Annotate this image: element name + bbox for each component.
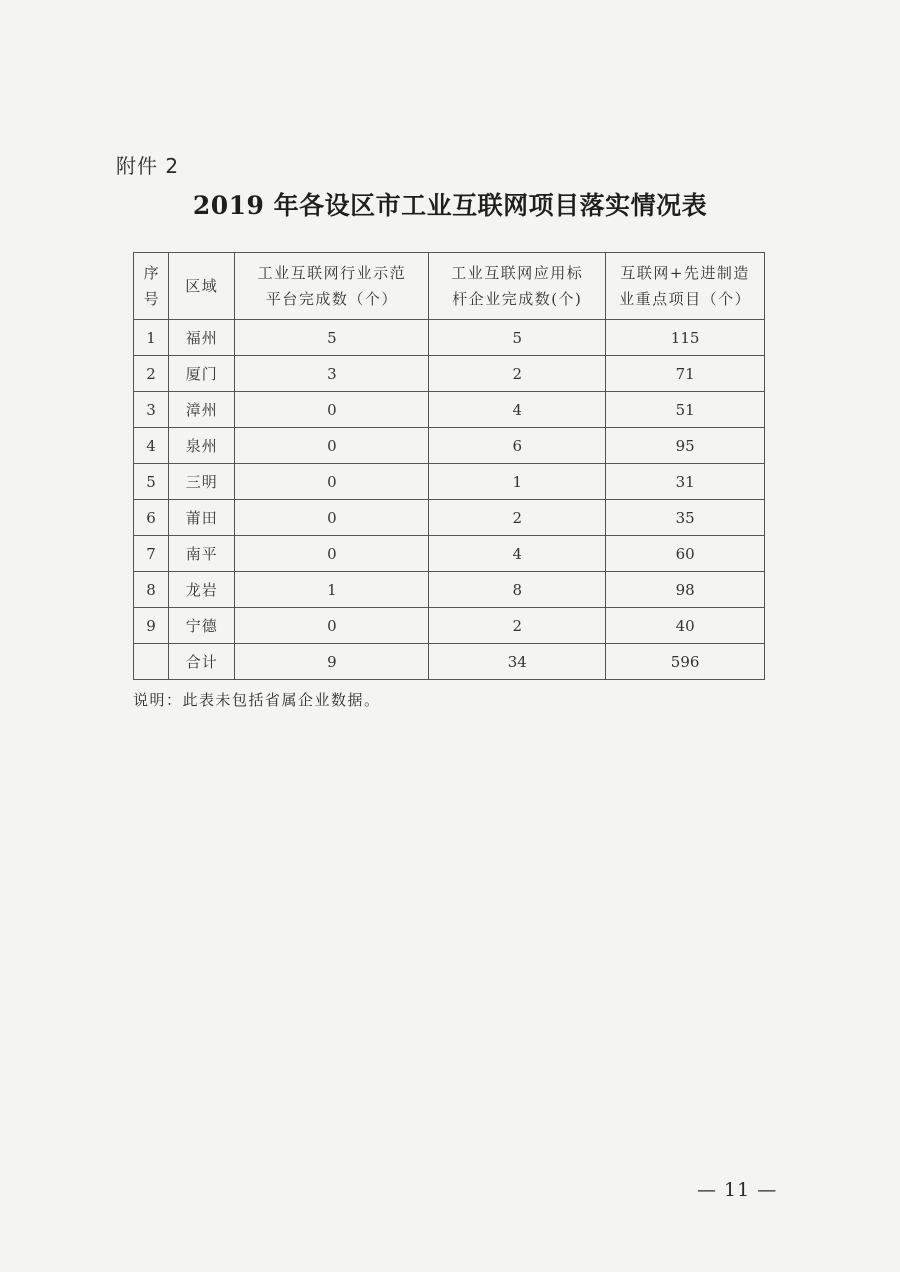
cell-key-projects: 115 (606, 320, 765, 356)
cell-key-projects: 95 (606, 428, 765, 464)
cell-seq (134, 644, 169, 680)
cell-region: 龙岩 (169, 572, 235, 608)
cell-seq: 9 (134, 608, 169, 644)
table-row (134, 464, 765, 500)
cell-platforms: 0 (235, 392, 429, 428)
cell-region: 福州 (169, 320, 235, 356)
statistics-table (133, 252, 765, 680)
cell-region: 南平 (169, 536, 235, 572)
cell-seq: 3 (134, 392, 169, 428)
page-number: — 11 — (697, 1179, 778, 1201)
cell-platforms: 1 (235, 572, 429, 608)
cell-benchmark-enterprises: 2 (429, 500, 606, 536)
cell-platforms: 0 (235, 608, 429, 644)
cell-benchmark-enterprises: 2 (429, 356, 606, 392)
cell-seq: 2 (134, 356, 169, 392)
cell-region: 厦门 (169, 356, 235, 392)
cell-region: 漳州 (169, 392, 235, 428)
header-key-projects: 互联网+先进制造业重点项目（个） (606, 253, 765, 320)
cell-benchmark-enterprises: 34 (429, 644, 606, 680)
attachment-label: 附件 2 (116, 154, 180, 178)
table-row (134, 356, 765, 392)
cell-platforms: 0 (235, 428, 429, 464)
cell-platforms: 0 (235, 500, 429, 536)
table-row (134, 320, 765, 356)
cell-seq: 5 (134, 464, 169, 500)
table-body (134, 320, 765, 680)
cell-benchmark-enterprises: 2 (429, 608, 606, 644)
table-row (134, 392, 765, 428)
cell-benchmark-enterprises: 5 (429, 320, 606, 356)
cell-seq: 8 (134, 572, 169, 608)
cell-benchmark-enterprises: 6 (429, 428, 606, 464)
cell-platforms: 0 (235, 464, 429, 500)
cell-key-projects: 98 (606, 572, 765, 608)
table-note: 说明：此表未包括省属企业数据。 (133, 691, 381, 709)
cell-region: 莆田 (169, 500, 235, 536)
table-row (134, 608, 765, 644)
cell-key-projects: 51 (606, 392, 765, 428)
cell-key-projects: 596 (606, 644, 765, 680)
cell-seq: 6 (134, 500, 169, 536)
cell-region: 泉州 (169, 428, 235, 464)
cell-benchmark-enterprises: 8 (429, 572, 606, 608)
cell-platforms: 9 (235, 644, 429, 680)
table-header-row (134, 253, 765, 320)
cell-seq: 4 (134, 428, 169, 464)
cell-key-projects: 60 (606, 536, 765, 572)
cell-benchmark-enterprises: 4 (429, 392, 606, 428)
cell-region: 宁德 (169, 608, 235, 644)
table-row (134, 536, 765, 572)
cell-platforms: 0 (235, 536, 429, 572)
cell-region: 三明 (169, 464, 235, 500)
table-row (134, 428, 765, 464)
cell-seq: 7 (134, 536, 169, 572)
table-row (134, 572, 765, 608)
table-row (134, 500, 765, 536)
table-total-row (134, 644, 765, 680)
cell-benchmark-enterprises: 4 (429, 536, 606, 572)
cell-key-projects: 31 (606, 464, 765, 500)
cell-benchmark-enterprises: 1 (429, 464, 606, 500)
header-benchmark-enterprises: 工业互联网应用标杆企业完成数(个) (429, 253, 606, 320)
cell-platforms: 3 (235, 356, 429, 392)
cell-platforms: 5 (235, 320, 429, 356)
cell-key-projects: 71 (606, 356, 765, 392)
cell-region: 合计 (169, 644, 235, 680)
header-region: 区域 (169, 253, 235, 320)
header-platforms: 工业互联网行业示范平台完成数（个） (235, 253, 429, 320)
header-seq: 序号 (134, 253, 169, 320)
cell-key-projects: 40 (606, 608, 765, 644)
cell-key-projects: 35 (606, 500, 765, 536)
page-title: 2019 年各设区市工业互联网项目落实情况表 (192, 191, 708, 220)
cell-seq: 1 (134, 320, 169, 356)
